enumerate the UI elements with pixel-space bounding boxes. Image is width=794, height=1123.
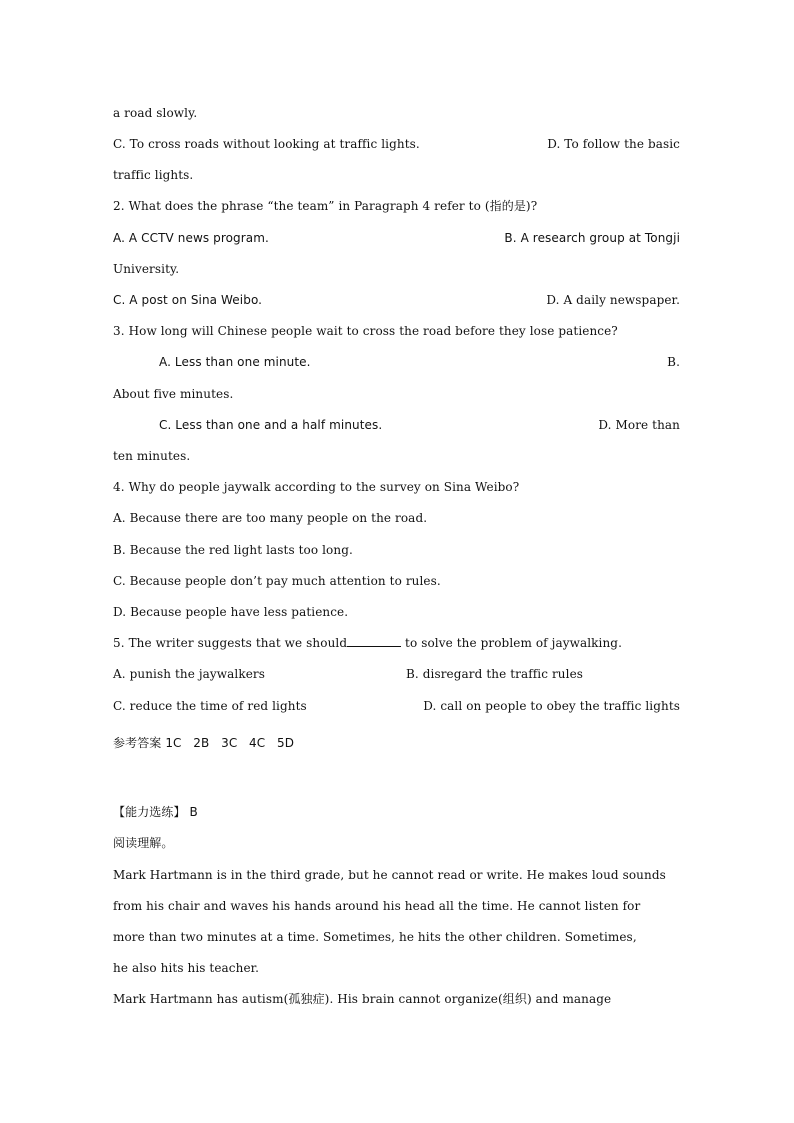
option-4a: A. Because there are too many people on the road. [113,511,428,525]
option-4b: B. Because the red light lasts too long. [113,543,353,557]
text-line: About five minutes. [113,387,234,401]
option-2b: B. A research group at Tongji [504,231,680,245]
option-3c: C. Less than one and a half minutes. [159,418,383,432]
question-2: 2. What does the phrase “the team” in Paragraph 4 refer to (指的是)? [113,199,538,213]
question-5-text: 5. The writer suggests that we should [113,636,348,650]
option-2d: D. A daily newspaper. [546,293,680,307]
option-2c: C. A post on Sina Weibo. [113,293,263,307]
option-4d: D. Because people have less patience. [113,605,349,619]
question-4: 4. Why do people jaywalk according to the survey on Sina Weibo? [113,480,520,494]
text-line: University. [113,262,180,276]
answer-blank [347,636,401,647]
section-heading: 【能力选练】 B [113,805,198,819]
question-3: 3. How long will Chinese people wait to cross the road before they lose patience? [113,324,618,338]
option-1d: D. To follow the basic [547,137,680,151]
question-5 [113,635,622,651]
option-5c: C. reduce the time of red lights [113,699,307,713]
passage-line: Mark Hartmann has autism(孤独症). His brain cannot organize(组织) and manage [113,992,612,1006]
question-5-text-end: to solve the problem of jaywalking. [401,636,622,650]
passage-line: Mark Hartmann is in the third grade, but he cannot read or write. He makes loud sounds [113,868,666,882]
option-5b: B. disregard the traffic rules [406,667,584,681]
option-3b: B. [667,355,680,369]
passage-line: more than two minutes at a time. Sometimes, he hits the other children. Sometimes, [113,930,637,944]
text-line: ten minutes. [113,449,191,463]
text-line: a road slowly. [113,106,198,120]
reading-label: 阅读理解。 [113,836,174,850]
option-5a: A. punish the jaywalkers [113,667,266,681]
option-4c: C. Because people don’t pay much attention to rules. [113,574,441,588]
passage-line: from his chair and waves his hands around his head all the time. He cannot listen for [113,899,641,913]
option-3d: D. More than [598,418,680,432]
option-1c: C. To cross roads without looking at traffic lights. [113,137,420,151]
option-2a: A. A CCTV news program. [113,231,269,245]
option-5d: D. call on people to obey the traffic lights [423,699,680,713]
answer-key: 参考答案 1C 2B 3C 4C 5D [113,736,295,750]
passage-line: he also hits his teacher. [113,961,260,975]
text-line: traffic lights. [113,168,194,182]
option-3a: A. Less than one minute. [159,355,311,369]
